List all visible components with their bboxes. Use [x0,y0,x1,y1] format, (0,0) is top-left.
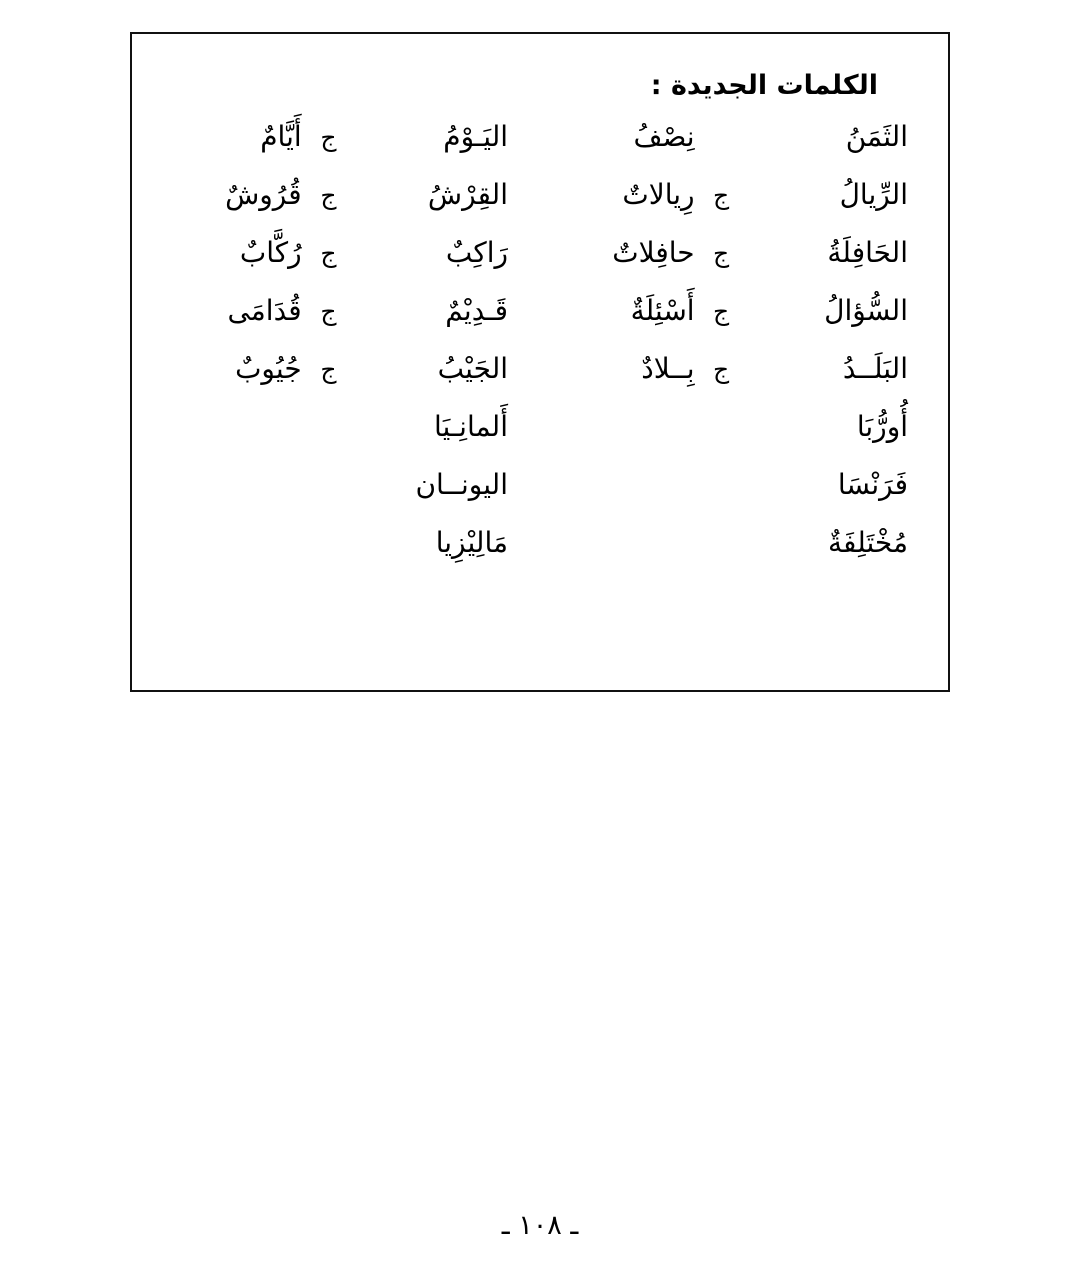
word-plural: رُكَّابٌ [239,236,302,270]
vocabulary-box-content [132,34,948,690]
word-singular: البَلَــدُ [842,352,908,386]
vocabulary-entry [148,294,508,352]
vocabulary-entry [548,526,908,584]
word-singular: الحَافِلَةُ [827,236,908,270]
word-singular: اليونــان [415,468,508,502]
word-singular: اليَـوْمُ [443,120,508,154]
plural-marker: ج [713,355,730,385]
page-number: ـ ١٠٨ ـ [501,1210,579,1241]
word-plural: أَسْئِلَةٌ [630,294,695,328]
plural-marker: ج [320,355,337,385]
word-plural: قُرُوشٌ [225,178,302,212]
word-plural: أَيَّامٌ [260,120,302,154]
vocabulary-entry [148,178,508,236]
word-singular: الجَيْبُ [437,352,508,386]
vocabulary-entry [548,410,908,468]
word-plural: قُدَامَى [227,294,302,328]
plural-marker: ج [713,239,730,269]
vocabulary-entry [148,236,508,294]
page-title: الكلمات الجديدة : [650,70,878,101]
word-plural: جُيُوبٌ [235,352,302,386]
vocabulary-entry [148,352,508,410]
plural-marker: ج [320,123,337,153]
word-plural: نِصْفُ [633,120,695,154]
word-singular: أُورُّبَا [856,410,908,444]
vocabulary-entry [548,120,908,178]
word-singular: أَلمانِـيَا [433,410,508,444]
word-singular: الثَمَنُ [845,120,908,154]
word-singular: الرِّيالُ [839,178,908,212]
vocabulary-entry [548,178,908,236]
vocabulary-entry [548,468,908,526]
plural-marker: ج [713,181,730,211]
vocabulary-column-left [148,120,508,584]
vocabulary-entry [148,120,508,178]
vocabulary-columns [172,120,908,584]
plural-marker: ج [320,181,337,211]
vocabulary-entry [148,468,508,526]
word-plural: بِــلادٌ [641,352,695,386]
vocabulary-entry [548,236,908,294]
word-plural: حافِلاتٌ [612,236,695,270]
vocabulary-column-right [548,120,908,584]
word-singular: مُخْتَلِفَةٌ [828,526,908,560]
plural-marker: ج [320,239,337,269]
word-singular: فَرَنْسَا [837,468,908,502]
vocabulary-entry [148,526,508,584]
plural-marker: ج [320,297,337,327]
word-singular: القِرْشُ [427,178,508,212]
vocabulary-entry [548,294,908,352]
word-singular: السُّؤالُ [824,294,908,328]
word-singular: قَـدِيْمٌ [445,294,508,328]
word-singular: مَالِيْزِيا [435,526,508,560]
vocabulary-entry [548,352,908,410]
plural-marker: ج [713,297,730,327]
word-singular: رَاكِبٌ [445,236,508,270]
vocabulary-box [130,32,950,692]
vocabulary-entry [148,410,508,468]
word-plural: رِيالاتٌ [622,178,695,212]
